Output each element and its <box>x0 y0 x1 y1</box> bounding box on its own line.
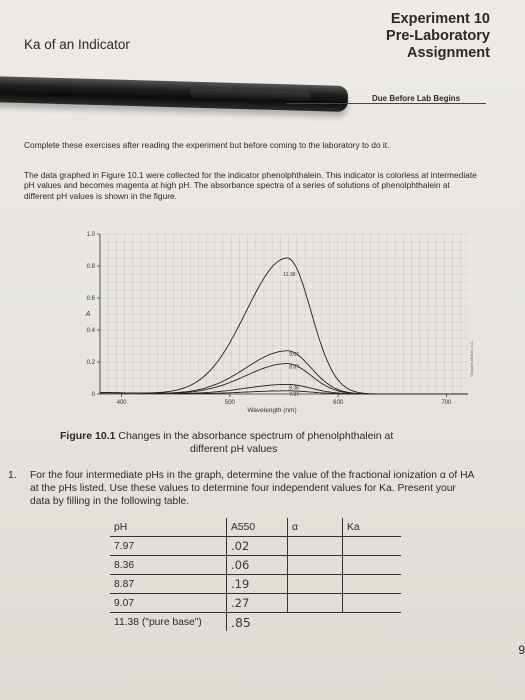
absorbance-chart <box>0 222 525 422</box>
cell-alpha <box>288 613 343 632</box>
description-paragraph: The data graphed in Figure 10.1 were collected for the indicator phenolphthalein. This indicator is colorless at intermediate pH values and becomes magenta at high pH. The absorbance spectra of a series of solutions of phenolphthalein at different pH values is shown in the figure. <box>24 170 477 201</box>
cell-ph: 9.07 <box>110 594 227 613</box>
header-ph: pH <box>114 521 128 533</box>
cell-a550[interactable]: .06 <box>227 556 288 575</box>
cell-ph: 8.36 <box>110 556 227 575</box>
header-alpha: α <box>288 518 343 537</box>
cell-ka[interactable] <box>343 575 402 594</box>
chart-curves <box>100 258 468 394</box>
cell-ka[interactable] <box>343 594 402 613</box>
y-tick-label: 0.2 <box>86 360 95 367</box>
x-tick-label: 400 <box>116 400 127 406</box>
y-tick-label: 0 <box>91 392 95 399</box>
cell-ph: 11.38 ("pure base") <box>110 613 227 632</box>
results-table <box>110 518 401 631</box>
experiment-number: Experiment 10 <box>390 11 490 27</box>
header-ka: Ka <box>343 518 402 537</box>
series-line <box>100 258 468 394</box>
series-label: 8.87 <box>289 364 299 371</box>
cell-alpha[interactable] <box>288 594 343 613</box>
worksheet-title: Ka of an Indicator <box>24 37 130 52</box>
intro-paragraph: Complete these exercises after reading the experiment but before coming to the laboratory to do it. <box>24 140 390 150</box>
header-a550: A550 <box>227 518 288 537</box>
cell-alpha[interactable] <box>288 575 343 594</box>
page-number: 9 <box>518 643 525 657</box>
y-tick-label: 1.0 <box>86 232 95 239</box>
figure-caption-text-2: different pH values <box>190 442 278 455</box>
cell-ka <box>343 613 402 632</box>
cell-a550[interactable]: .27 <box>227 594 288 613</box>
table-row <box>110 575 401 594</box>
x-tick-label: 700 <box>441 400 452 406</box>
cell-ph: 8.87 <box>110 575 227 594</box>
series-label: 7.97 <box>289 391 299 398</box>
x-tick-label: 500 <box>224 400 235 406</box>
series-line <box>100 364 468 394</box>
cell-ka[interactable] <box>343 537 402 556</box>
figure-caption <box>60 430 480 455</box>
y-axis-label: A <box>85 311 91 318</box>
table-row <box>110 613 401 632</box>
due-rule-line <box>286 103 486 104</box>
series-label: 11.38 <box>283 272 296 278</box>
y-tick-label: 0.8 <box>86 264 95 271</box>
table-header-row <box>110 518 401 537</box>
experiment-subtitle-1: Pre-Laboratory <box>386 28 490 44</box>
experiment-subtitle-2: Assignment <box>407 45 490 61</box>
table-row <box>110 537 401 556</box>
series-label: 8.36 <box>289 385 299 392</box>
table-row <box>110 556 401 575</box>
figure-credit: ©Hayden-McNeil, LLC <box>470 341 474 377</box>
cell-ka[interactable] <box>343 556 402 575</box>
x-axis-label: Wavelength (nm) <box>247 407 297 414</box>
cell-a550[interactable]: .02 <box>227 537 288 556</box>
y-tick-label: 0.6 <box>86 296 95 303</box>
experiment-heading <box>340 11 490 62</box>
y-tick-label: 0.4 <box>86 328 95 335</box>
series-line <box>100 351 468 394</box>
cell-a550[interactable]: .85 <box>227 613 288 632</box>
question-number: 1. <box>8 470 17 481</box>
cell-ph: 7.97 <box>110 537 227 556</box>
figure-caption-text: Changes in the absorbance spectrum of phenolphthalein at <box>118 430 394 442</box>
x-tick-label: 600 <box>333 400 344 406</box>
cell-a550[interactable]: .19 <box>227 575 288 594</box>
figure-caption-label: Figure 10.1 <box>60 430 116 442</box>
table-row <box>110 594 401 613</box>
series-label: 9.07 <box>289 351 299 358</box>
chart-ticks <box>87 232 452 406</box>
question-text: For the four intermediate pHs in the graph, determine the value of the fractional ionization α of HA at the pHs listed. Use these values to determine four independent values for Ka. Present your data by filling in the following table. <box>30 470 474 507</box>
due-label: Due Before Lab Begins <box>372 94 461 103</box>
cell-alpha[interactable] <box>288 556 343 575</box>
cell-alpha[interactable] <box>288 537 343 556</box>
